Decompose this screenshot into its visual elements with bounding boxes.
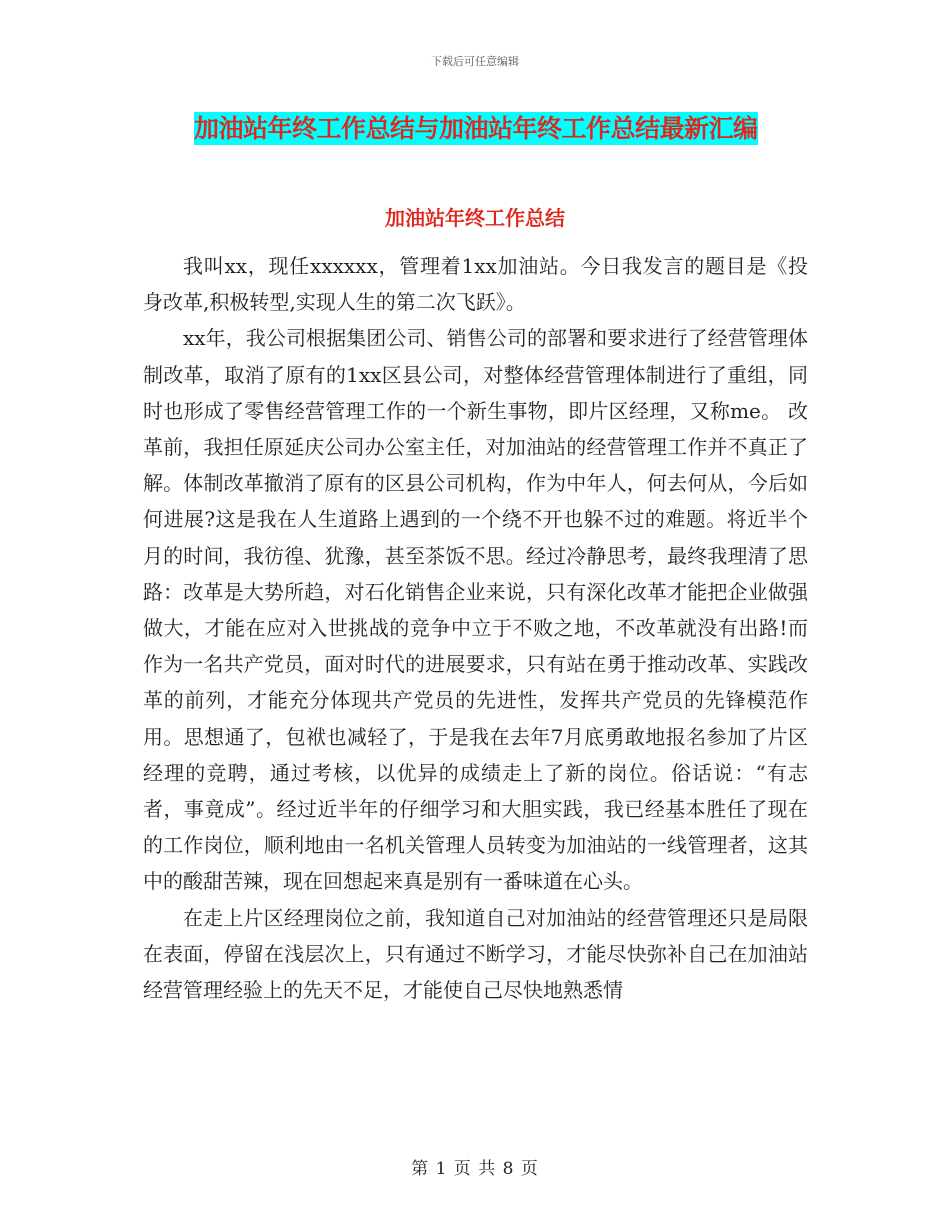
paragraph: xx年，我公司根据集团公司、销售公司的部署和要求进行了经营管理体制改革，取消了原有的1xx区县公司，对整体经营管理体制进行了重组，同时也形成了零售经营管理工作的一个新生事物，即片区经理，又称me。 改革前，我担任原延庆公司办公室主任，对加油站的经营管理工作并不真正了解。体制改革撤消了原有的区县公司机构，作为中年人，何去何从，今后如何进展?这是我在人生道路上遇到的一个绕不开也躲不过的难题。将近半个月的时间，我彷徨、犹豫，甚至茶饭不思。经过冷静思考，最终我理清了思路：改革是大势所趋，对石化销售企业来说，只有深化改革才能把企业做强做大，才能在应对入世挑战的竞争中立于不败之地，不改革就没有出路!而作为一名共产党员，面对时代的进展要求，只有站在勇于推动改革、实践改革的前列，才能充分体现共产党员的先进性，发挥共产党员的先锋模范作用。思想通了，包袱也减轻了，于是我在去年7月底勇敢地报名参加了片区经理的竞聘，通过考核，以优异的成绩走上了新的岗位。俗话说：“有志者，事竟成”。经过近半年的仔细学习和大胆实践，我已经基本胜任了现在的工作岗位，顺利地由一名机关管理人员转变为加油站的一线管理者，这其中的酸甜苦辣，现在回想起来真是别有一番味道在心头。 [143,326,808,894]
main-title-container [194,112,758,145]
main-title: 加油站年终工作总结与加油站年终工作总结最新汇编 [194,114,758,143]
paragraph: 我叫xx，现任xxxxxx，管理着1xx加油站。今日我发言的题目是《投身改革,积极转型,实现人生的第二次飞跃》。 [143,254,808,315]
section-title: 加油站年终工作总结 [385,206,565,230]
document-body [143,248,808,1008]
paragraph: 在走上片区经理岗位之前，我知道自己对加油站的经营管理还只是局限在表面，停留在浅层次上，只有通过不断学习，才能尽快弥补自己在加油站经营管理经验上的先天不足，才能使自己尽快地熟悉情 [143,905,808,1003]
page-header-note: 下载后可任意编辑 [431,55,519,68]
page-number-footer: 第 1 页 共 8 页 [411,1159,539,1179]
